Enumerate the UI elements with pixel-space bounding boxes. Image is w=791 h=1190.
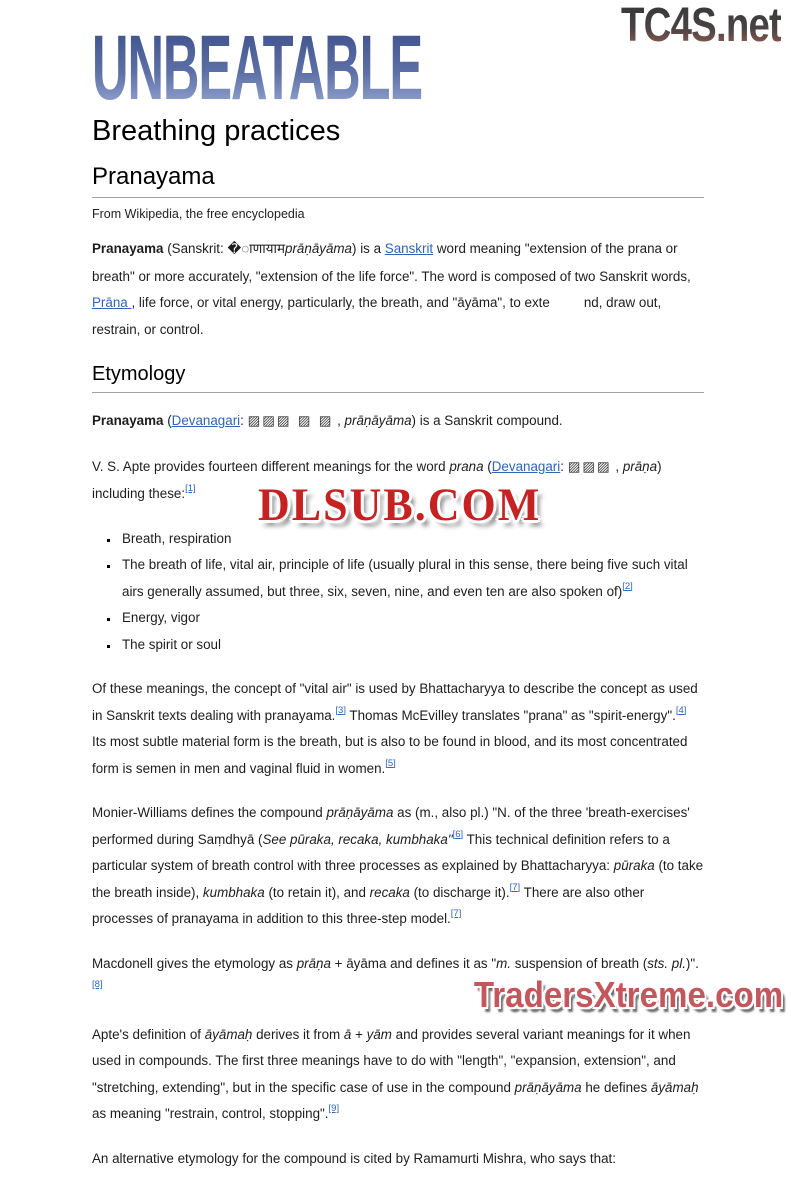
text-segment: (: [483, 458, 492, 474]
text-segment: word meaning "extension of the prana or breath" or more accurately, "extension of the life force". The word is composed of two Sanskrit words,: [92, 241, 691, 284]
paragraph-compound: [92, 408, 704, 436]
text-segment: ā: [343, 1026, 352, 1042]
reference-link[interactable]: [7]: [509, 881, 521, 893]
paragraph-monier-williams: [92, 800, 704, 933]
inline-link[interactable]: Prāna: [92, 295, 132, 311]
text-segment: and provides several variant meanings for it when used in compounds. The first three meanings have to do with "length", "expansion, extension", and "stretching, extending", but in the specific case of use in the compound: [92, 1026, 691, 1095]
list-item: [119, 552, 704, 605]
page-title: Breathing practices: [92, 115, 341, 147]
text-segment: +: [351, 1026, 367, 1042]
reference-link[interactable]: [7]: [450, 908, 462, 920]
reference-link[interactable]: [6]: [452, 828, 464, 840]
meanings-list: [92, 526, 704, 659]
list-item: [119, 632, 704, 659]
text-segment: Energy, vigor: [122, 610, 200, 626]
article-title: Pranayama: [92, 164, 704, 198]
missing-glyph-boxes: ▨▨▨ ▨ ▨: [247, 414, 334, 430]
inline-link[interactable]: Devanagari: [171, 413, 241, 429]
text-segment: This technical definition refers to a particular system of breath control with three processes as explained by Bhattacharyya:: [92, 831, 670, 874]
text-segment: āyāmaḥ: [650, 1079, 699, 1095]
text-segment: prāṇa: [296, 955, 331, 971]
text-segment: + āyāma and defines it as ": [330, 955, 497, 971]
text-segment: āyāmaḥ: [204, 1026, 253, 1042]
text-segment: The spirit or soul: [122, 636, 221, 652]
reference-link[interactable]: [1]: [185, 483, 196, 495]
brand-title: UNBEATABLE MIND: [92, 17, 560, 119]
text-segment: (to take the breath inside),: [92, 858, 704, 900]
text-segment: recaka: [369, 884, 410, 900]
inline-link[interactable]: Devanagari: [491, 458, 561, 474]
text-segment: prāṇāyāma: [285, 241, 353, 257]
text-segment: prāṇāyāma: [514, 1079, 582, 1095]
paragraph-alternative-etymology: [92, 1146, 704, 1173]
text-segment: m.: [496, 955, 511, 971]
paragraph-intro: [92, 236, 704, 343]
text-segment: kumbhaka: [202, 884, 265, 900]
reference-link[interactable]: [2]: [622, 580, 633, 592]
text-segment: prāṇāyāma: [344, 413, 412, 429]
text-segment: (to discharge it).: [409, 884, 510, 900]
text-segment: (Sanskrit:: [163, 241, 228, 257]
text-segment: ) is a: [352, 241, 385, 257]
text-segment: The breath of life, vital air, principle of life (usually plural in this sense, there being five such vital airs generally assumed, but three, six, seven, nine, and even ten are also spoken of): [122, 557, 688, 599]
text-segment: Apte's definition of: [92, 1026, 205, 1042]
text-segment: prāṇāyāma: [326, 805, 394, 821]
text-segment: suspension of breath (: [510, 955, 648, 971]
paragraph-apte-definition: [92, 1022, 704, 1128]
text-segment: :: [560, 458, 568, 474]
reference-link[interactable]: [4]: [675, 704, 687, 716]
text-segment: :: [240, 413, 248, 429]
wikipedia-tagline: From Wikipedia, the free encyclopedia: [92, 207, 305, 222]
text-segment: sts. pl.: [647, 955, 686, 971]
text-segment: ) including these:: [92, 458, 662, 502]
text-segment: Breath, respiration: [122, 530, 232, 546]
section-heading-etymology: Etymology: [92, 363, 704, 393]
text-segment: ": [447, 831, 453, 847]
text-segment: Its most subtle material form is the breath, but is also to be found in blood, and its most concentrated form is semen in men and vaginal fluid in women.: [92, 734, 688, 776]
watermark-tradersxtreme: TradersXtreme.com: [473, 974, 783, 1015]
inline-link[interactable]: Sanskrit: [384, 241, 434, 257]
text-segment: pūraka: [613, 858, 655, 874]
reference-link[interactable]: [9]: [328, 1103, 340, 1115]
text-segment: (: [163, 413, 172, 429]
text-segment: There are also other processes of pranayama in addition to this three-step model.: [92, 884, 645, 927]
text-segment: �ाणायाम: [227, 242, 286, 258]
text-segment: derives it from: [252, 1026, 344, 1042]
text-segment: prana: [449, 458, 484, 474]
watermark-tc4s: TC4S.net: [620, 0, 781, 52]
text-segment: (to retain it), and: [264, 884, 370, 900]
reference-link[interactable]: [8]: [92, 979, 103, 991]
text-segment: Monier-Williams defines the compound: [92, 805, 327, 821]
text-segment: Of these meanings, the concept of "vital air" is used by Bhattacharyya to describe the concept as used in Sanskrit texts dealing with pranayama.: [92, 681, 698, 723]
text-segment: Macdonell gives the etymology as: [92, 955, 297, 971]
watermark-dlsub: DLSUB.COM: [258, 478, 542, 531]
text-segment: Pranayama: [92, 413, 164, 429]
reference-link[interactable]: [3]: [335, 704, 346, 716]
text-segment: ) is a Sanskrit compound.: [411, 413, 563, 429]
list-item: [119, 605, 704, 632]
text-segment: nd, draw out, restrain, or control.: [92, 295, 662, 337]
text-segment: as (m., also pl.) "N. of the three 'breath-exercises' performed during Saṃdhyā (: [92, 805, 690, 847]
text-segment: V. S. Apte provides fourteen different meanings for the word: [92, 458, 450, 474]
text-segment: as meaning "restrain, control, stopping".: [92, 1106, 329, 1122]
text-segment: )".: [685, 955, 699, 971]
text-segment: An alternative etymology for the compound is cited by Ramamurti Mishra, who says that:: [92, 1150, 616, 1166]
text-segment: Pranayama: [92, 241, 164, 257]
text-segment: prāṇa: [622, 458, 658, 474]
text-segment: yām: [366, 1026, 392, 1042]
text-segment: See pūraka, recaka, kumbhaka: [262, 831, 448, 847]
paragraph-vital-air: [92, 676, 704, 782]
text-segment: Thomas McEvilley translates "prana" as "spirit-energy".: [345, 707, 676, 723]
missing-glyph-boxes: ▨▨▨: [567, 459, 612, 475]
reference-link[interactable]: [5]: [385, 757, 396, 769]
text-segment: ,: [611, 458, 623, 474]
text-segment: ,: [333, 413, 345, 429]
text-segment: he defines: [581, 1079, 651, 1095]
text-segment: , life force, or vital energy, particularly, the breath, and "āyāma", to exte: [131, 295, 550, 311]
